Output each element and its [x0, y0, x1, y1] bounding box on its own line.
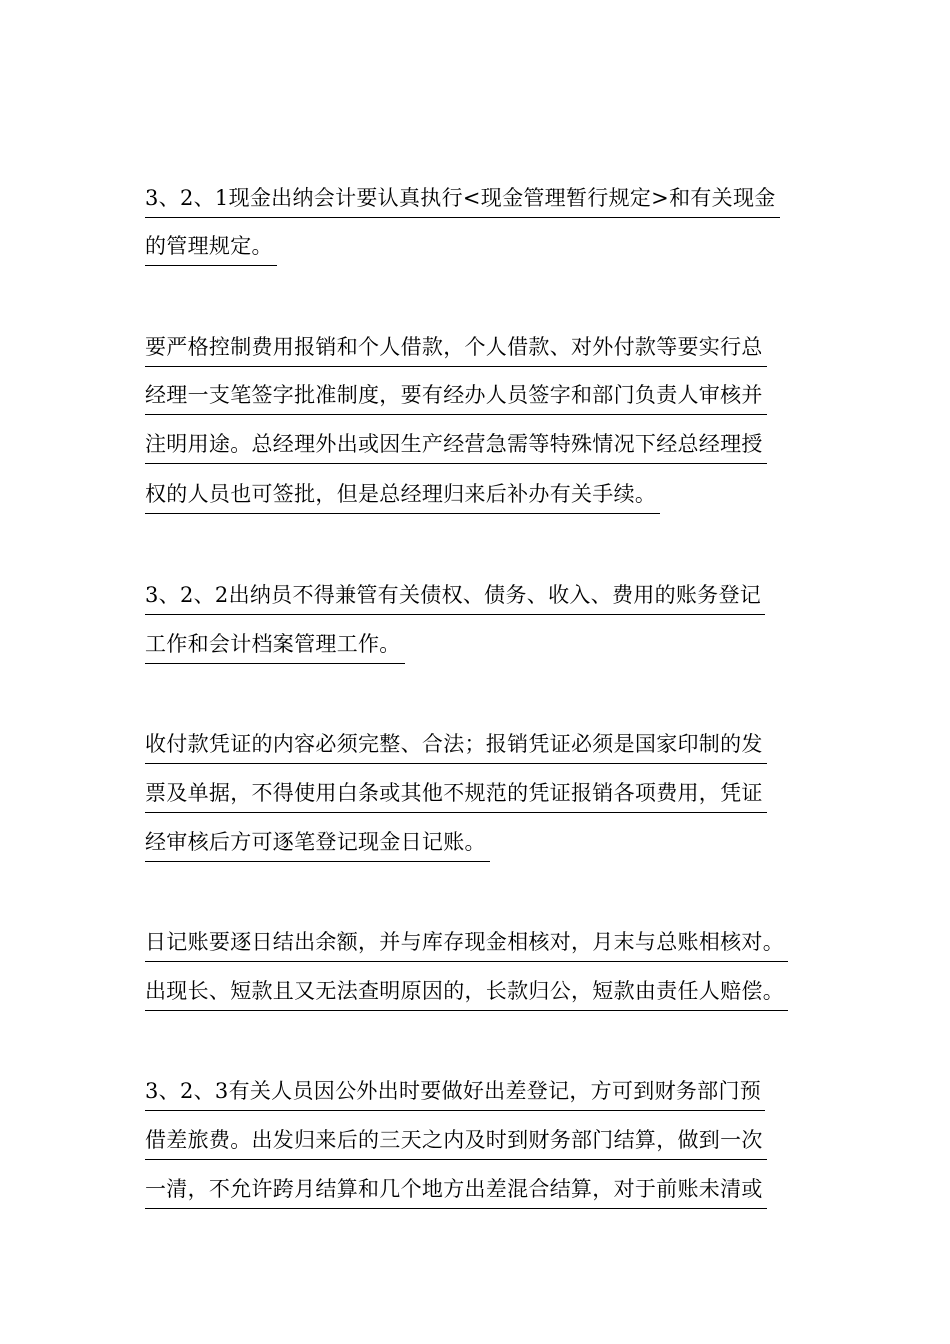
text-line [145, 1076, 765, 1112]
text-line-content: 3、2、3有关人员因公外出时要做好出差登记，方可到财务部门预 [145, 1076, 765, 1111]
text-line-content: 注明用途。总经理外出或因生产经营急需等特殊情况下经总经理授 [145, 429, 767, 464]
text-line-content: 借差旅费。出发归来后的三天之内及时到财务部门结算，做到一次 [145, 1125, 767, 1160]
text-line [145, 778, 767, 814]
text-line-content: 一清，不允许跨月结算和几个地方出差混合结算，对于前账未清或 [145, 1174, 767, 1209]
text-line [145, 580, 765, 616]
text-line [145, 332, 767, 368]
text-line-content: 经审核后方可逐笔登记现金日记账。 [145, 827, 490, 862]
text-line [145, 380, 767, 416]
text-line [145, 183, 780, 219]
text-line [145, 927, 788, 963]
text-line [145, 629, 405, 665]
text-line-content: 3、2、2出纳员不得兼管有关债权、债务、收入、费用的账务登记 [145, 580, 765, 615]
text-line [145, 479, 660, 515]
text-line-content: 的管理规定。 [145, 231, 277, 266]
text-line-content: 要严格控制费用报销和个人借款，个人借款、对外付款等要实行总 [145, 332, 767, 367]
text-line-content: 日记账要逐日结出余额，并与库存现金相核对，月末与总账相核对。 [145, 927, 788, 962]
text-line [145, 231, 277, 267]
text-line-content: 经理一支笔签字批准制度，要有经办人员签字和部门负责人审核并 [145, 380, 767, 415]
text-line-content: 工作和会计档案管理工作。 [145, 629, 405, 664]
text-line [145, 827, 490, 863]
text-line [145, 976, 788, 1012]
text-line-content: 出现长、短款且又无法查明原因的，长款归公，短款由责任人赔偿。 [145, 976, 788, 1011]
text-line-content: 权的人员也可签批，但是总经理归来后补办有关手续。 [145, 479, 660, 514]
text-line [145, 429, 767, 465]
text-line-content: 收付款凭证的内容必须完整、合法；报销凭证必须是国家印制的发 [145, 729, 767, 764]
text-line-content: 票及单据，不得使用白条或其他不规范的凭证报销各项费用，凭证 [145, 778, 767, 813]
text-line-content: 3、2、1现金出纳会计要认真执行<现金管理暂行规定>和有关现金 [145, 183, 780, 218]
text-line [145, 1174, 767, 1210]
text-line [145, 729, 767, 765]
text-line [145, 1125, 767, 1161]
